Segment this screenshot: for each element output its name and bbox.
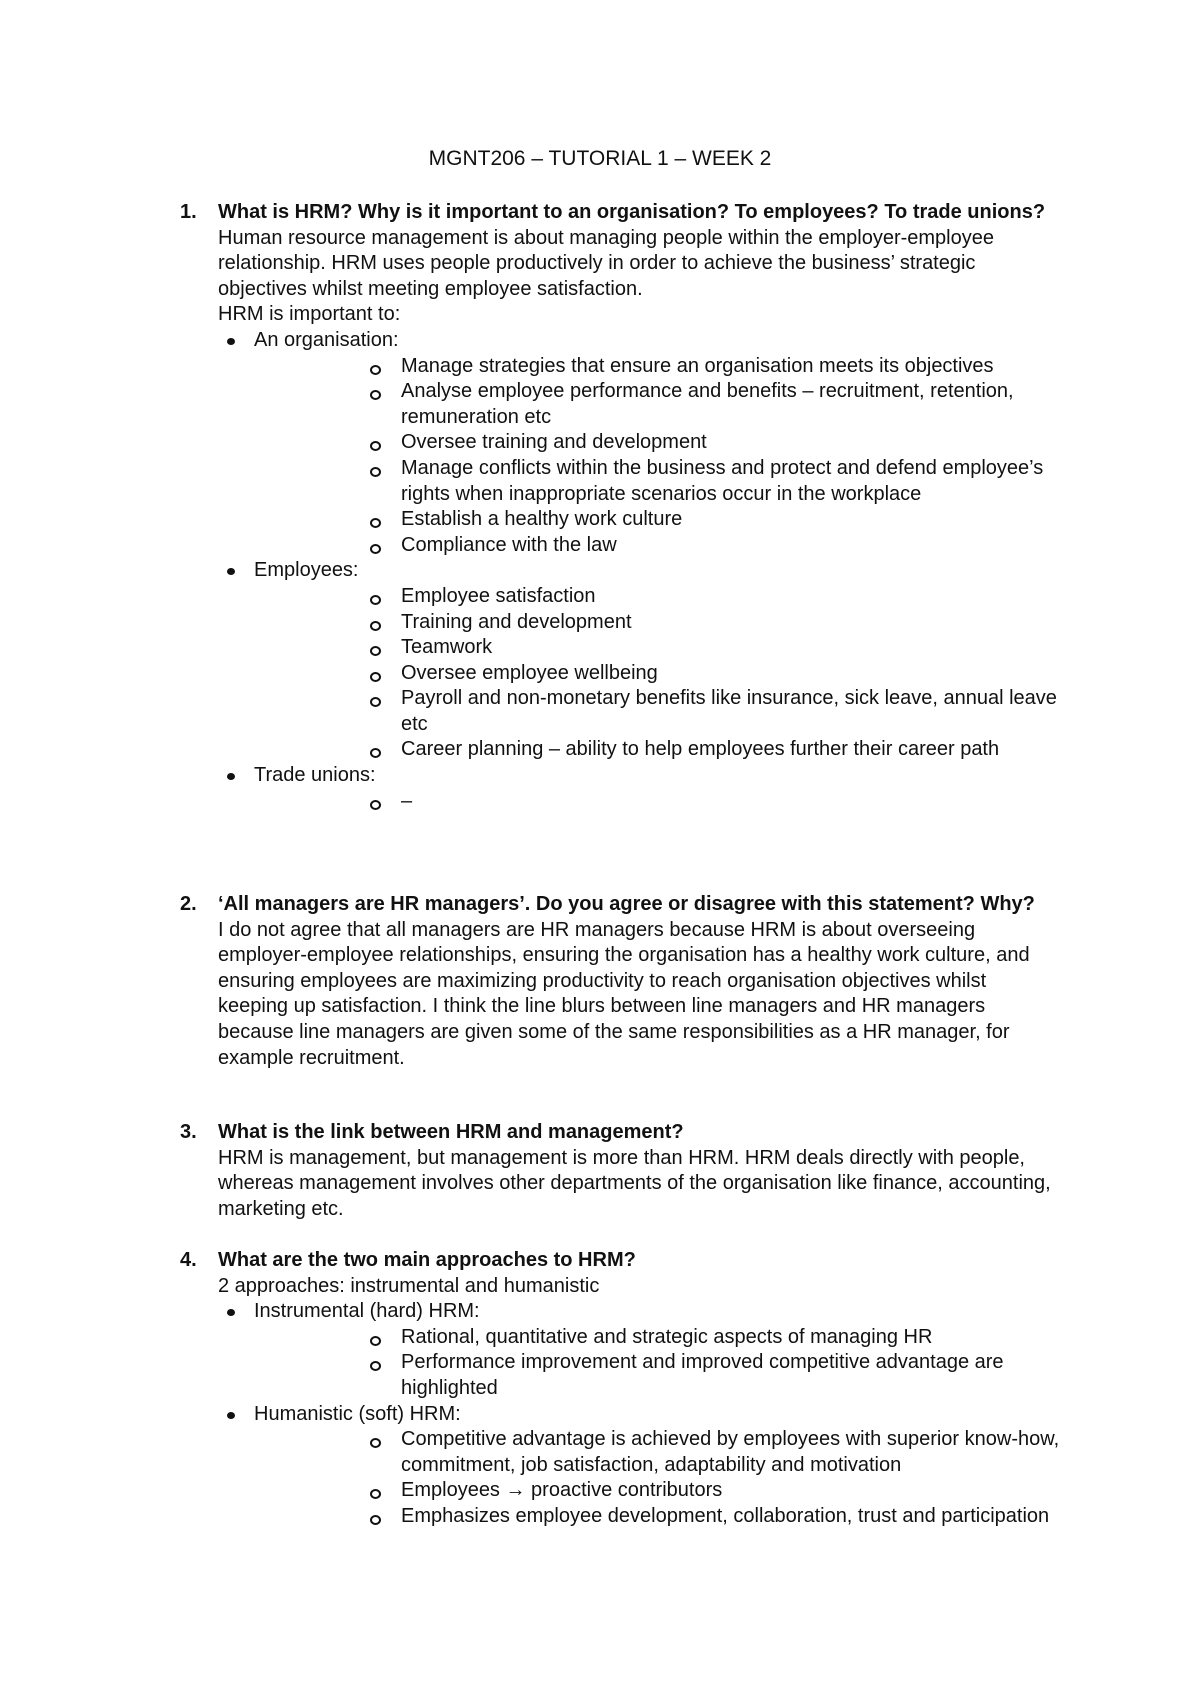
circle-bullet-icon <box>370 672 381 682</box>
sub-bullet-text: Establish a healthy work culture <box>401 508 683 531</box>
question-text: What is the link between HRM and management? <box>218 1121 684 1143</box>
circle-bullet-icon <box>370 390 381 400</box>
question-number: 1. <box>180 201 197 223</box>
sub-bullet-list <box>254 1325 1060 1402</box>
circle-bullet-icon <box>370 646 381 656</box>
sub-bullet-item <box>254 1427 1060 1478</box>
bullet-label: Instrumental (hard) HRM: <box>254 1300 480 1323</box>
bullet-icon <box>227 568 235 575</box>
question-text: What is HRM? Why is it important to an organisation? To employees? To trade unions? <box>218 201 1046 223</box>
sub-bullet-text: Oversee employee wellbeing <box>401 661 658 684</box>
circle-bullet-icon <box>370 621 381 631</box>
bullet-icon <box>227 1309 235 1316</box>
circle-bullet-icon <box>370 544 381 554</box>
sub-bullet-text: Competitive advantage is achieved by employees with superior know-how, commitment, job satisfaction, adaptability and motivation <box>401 1428 1060 1476</box>
circle-bullet-icon <box>370 1336 381 1346</box>
sub-bullet-item <box>254 1504 1060 1530</box>
question-1 <box>180 200 1060 814</box>
sub-bullet-text: Manage conflicts within the business and protect and defend employee’s rights when inappropriate scenarios occur in the workplace <box>401 456 1044 505</box>
circle-bullet-icon <box>370 1515 381 1525</box>
sub-bullet-list <box>254 789 1060 815</box>
sub-bullet-text: Payroll and non-monetary benefits like insurance, sick leave, annual leave etc <box>401 687 1057 735</box>
bullet-list <box>180 328 1060 814</box>
sub-bullet-item <box>254 379 1060 430</box>
bullet-icon <box>227 1412 235 1419</box>
sub-bullet-item <box>254 430 1060 456</box>
sub-bullet-item <box>254 354 1060 380</box>
bullet-item <box>180 1299 1060 1401</box>
sub-bullet-item <box>254 661 1060 687</box>
sub-bullet-text: Rational, quantitative and strategic aspects of managing HR <box>401 1325 933 1348</box>
question-2 <box>180 892 1060 1071</box>
sub-bullet-text: Performance improvement and improved competitive advantage are highlighted <box>401 1351 1004 1399</box>
circle-bullet-icon <box>370 518 381 528</box>
sub-bullet-list <box>254 584 1060 763</box>
bullet-label: Employees: <box>254 559 359 582</box>
sub-bullet-text: Employee satisfaction <box>401 584 596 607</box>
circle-bullet-icon <box>370 748 381 758</box>
bullet-icon <box>227 338 235 345</box>
bullet-item <box>180 558 1060 763</box>
sub-bullet-text: Oversee training and development <box>401 431 707 454</box>
bullet-label: Humanistic (soft) HRM: <box>254 1402 461 1425</box>
sub-bullet-item <box>254 1325 1060 1351</box>
sub-bullet-list <box>254 1427 1060 1529</box>
sub-bullet-item <box>254 1350 1060 1401</box>
bullet-item <box>180 1402 1060 1530</box>
sub-bullet-text: Emphasizes employee development, collaboration, trust and participation <box>401 1504 1050 1527</box>
sub-bullet-item <box>254 1478 1060 1504</box>
circle-bullet-icon <box>370 441 381 451</box>
sub-bullet-list <box>254 354 1060 559</box>
answer-lead: 2 approaches: instrumental and humanistic <box>218 1274 600 1297</box>
bullet-icon <box>227 773 235 780</box>
question-text: ‘All managers are HR managers’. Do you agree or disagree with this statement? Why? <box>218 893 1035 915</box>
question-3 <box>180 1120 1060 1222</box>
sub-bullet-text: Compliance with the law <box>401 533 617 556</box>
sub-bullet-item <box>254 789 1060 815</box>
sub-bullet-item <box>254 737 1060 763</box>
circle-bullet-icon <box>370 1489 381 1499</box>
circle-bullet-icon <box>370 1361 381 1371</box>
sub-bullet-text: Training and development <box>401 610 632 633</box>
bullet-list <box>180 1299 1060 1529</box>
sub-bullet-item <box>254 610 1060 636</box>
sub-bullet-text: Employees → proactive contributors <box>401 1479 723 1502</box>
sub-bullet-item <box>254 456 1060 507</box>
bullet-label: An organisation: <box>254 328 399 351</box>
sub-bullet-item <box>254 533 1060 559</box>
circle-bullet-icon <box>370 467 381 477</box>
sub-bullet-text: Analyse employee performance and benefits – recruitment, retention, remuneration etc <box>401 380 1014 428</box>
sub-bullet-item <box>254 635 1060 661</box>
sub-bullet-item <box>254 507 1060 533</box>
page-title: MGNT206 – TUTORIAL 1 – WEEK 2 <box>428 147 772 170</box>
question-number: 4. <box>180 1249 197 1271</box>
sub-bullet-item <box>254 686 1060 737</box>
question-4 <box>180 1248 1060 1530</box>
sub-bullet-text: Teamwork <box>401 636 493 659</box>
question-1-heading <box>180 200 1060 226</box>
circle-bullet-icon <box>370 697 381 707</box>
sub-bullet-text: – <box>401 789 413 812</box>
circle-bullet-icon <box>370 595 381 605</box>
bullet-label: Trade unions: <box>254 764 376 787</box>
sub-bullet-text: Career planning – ability to help employees further their career path <box>401 738 1000 761</box>
question-number: 2. <box>180 893 197 915</box>
answer-paragraph: I do not agree that all managers are HR managers because HRM is about overseeing employer-employee relationships, ensuring the organisation has a healthy work culture, and ensuring employees are maximizing productivity to reach organisation objectives whilst keeping up satisfaction. I think the line blurs between line managers and HR managers because line managers are given some of the same responsibilities as a HR manager, for example recruitment. <box>218 918 1030 1069</box>
answer-paragraph: Human resource management is about managing people within the employer-employee relationship. HRM uses people productively in order to achieve the business’ strategic objectives whilst meeting employee satisfaction. <box>218 226 994 300</box>
sub-bullet-item <box>254 584 1060 610</box>
circle-bullet-icon <box>370 365 381 375</box>
question-3-heading <box>180 1120 1060 1146</box>
question-text: What are the two main approaches to HRM? <box>218 1249 636 1271</box>
bullet-item <box>180 328 1060 558</box>
bullet-item <box>180 763 1060 814</box>
circle-bullet-icon <box>370 1438 381 1448</box>
answer-paragraph: HRM is management, but management is more than HRM. HRM deals directly with people, whereas management involves other departments of the organisation like finance, accounting, marketing etc. <box>218 1146 1051 1220</box>
question-2-heading <box>180 892 1060 918</box>
sub-bullet-text: Manage strategies that ensure an organisation meets its objectives <box>401 354 994 377</box>
circle-bullet-icon <box>370 800 381 810</box>
question-number: 3. <box>180 1121 197 1143</box>
question-4-heading <box>180 1248 1060 1274</box>
answer-lead: HRM is important to: <box>218 303 401 326</box>
